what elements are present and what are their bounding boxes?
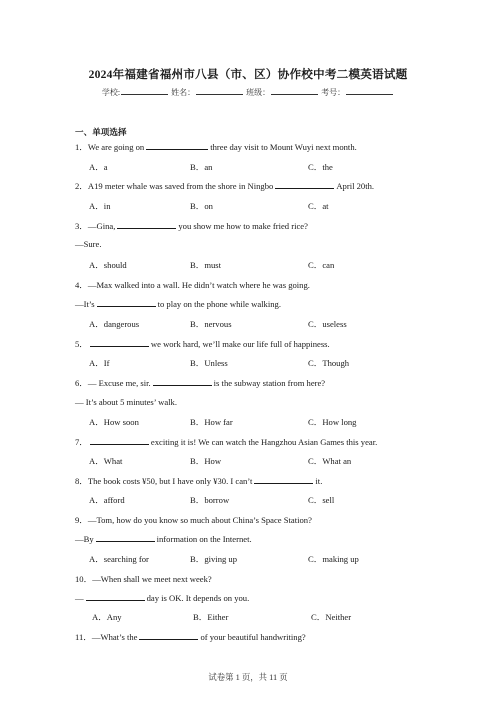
question-2-options — [89, 200, 429, 212]
answer-blank — [254, 475, 313, 484]
option-a: A．If — [89, 358, 110, 368]
option-c: C．making up — [308, 554, 359, 564]
question-text: you show me how to make fried rice? — [178, 221, 308, 231]
question-text: information on the Internet. — [156, 534, 252, 544]
question-text: 2．A19 meter whale was saved from the shore in Ningbo — [75, 181, 274, 191]
question-text: — — [75, 593, 84, 603]
question-8-options — [89, 494, 429, 506]
question-2 — [75, 180, 374, 192]
question-text: 3．—Gina, — [75, 221, 116, 231]
question-4-options — [89, 318, 429, 330]
exam-title: 2024年福建省福州市八县（市、区）协作校中考二模英语试题 — [88, 68, 408, 81]
number-blank — [346, 87, 393, 95]
option-c: C．the — [308, 162, 333, 172]
class-label: 班级： — [246, 88, 271, 97]
answer-blank — [117, 220, 176, 229]
answer-blank — [86, 592, 145, 601]
school-blank — [121, 87, 168, 95]
question-8 — [75, 475, 322, 487]
option-a: A．afford — [89, 495, 125, 505]
question-text: day is OK. It depends on you. — [146, 593, 250, 603]
question-text: 8．The book costs ¥50, but I have only ¥30. I can’t — [75, 476, 253, 486]
question-text: is the subway station from here? — [213, 378, 326, 388]
option-b: B．giving up — [190, 554, 238, 564]
option-c: C．useless — [308, 319, 347, 329]
option-b: B．How — [190, 456, 222, 466]
question-5 — [75, 338, 330, 350]
question-7-options — [89, 455, 429, 467]
question-10-reply — [75, 592, 249, 603]
question-4: 4．—Max walked into a wall. He didn’t watch where he was going. — [75, 280, 310, 290]
question-6-reply: — It’s about 5 minutes’ walk. — [75, 397, 177, 407]
answer-blank — [153, 377, 212, 386]
question-5-options — [89, 357, 429, 369]
option-a: A．searching for — [89, 554, 149, 564]
answer-blank — [146, 141, 208, 150]
option-c: C．How long — [308, 417, 357, 427]
option-b: B．must — [190, 260, 222, 270]
question-text: 11．—What’s the — [75, 632, 138, 642]
name-blank — [196, 87, 243, 95]
question-text: —It’s — [75, 299, 95, 309]
option-a: A．in — [89, 201, 111, 211]
question-text: three day visit to Mount Wuyi next month. — [210, 142, 357, 152]
section-heading: 一、单项选择 — [75, 127, 127, 137]
answer-blank — [275, 180, 334, 189]
question-text: it. — [315, 476, 323, 486]
question-text: —By — [75, 534, 94, 544]
question-6 — [75, 377, 325, 389]
question-1-options — [89, 161, 429, 173]
question-1 — [75, 141, 357, 153]
option-b: B．How far — [190, 417, 233, 427]
option-b: B．borrow — [190, 495, 230, 505]
option-a: A．How soon — [89, 417, 139, 427]
option-c: C．Neither — [311, 612, 352, 622]
option-a: A．a — [89, 162, 108, 172]
question-text: we work hard, we’ll make our life full of happiness. — [150, 339, 330, 349]
option-c: C．at — [308, 201, 329, 211]
question-9: 9．—Tom, how do you know so much about China’s Space Station? — [75, 515, 312, 525]
answer-blank — [90, 338, 149, 347]
page-footer: 试卷第 1 页，共 11 页 — [208, 673, 288, 682]
option-a: A．What — [89, 456, 123, 466]
question-text: exciting it is! We can watch the Hangzhou Asian Games this year. — [150, 437, 378, 447]
option-c: C．What an — [308, 456, 352, 466]
question-text: 1．We are going on — [75, 142, 145, 152]
option-c: C．can — [308, 260, 335, 270]
question-3 — [75, 220, 308, 232]
student-info-line — [0, 87, 496, 98]
class-blank — [271, 87, 318, 95]
option-a: A．Any — [92, 612, 122, 622]
option-b: B．Either — [193, 612, 229, 622]
question-11 — [75, 631, 306, 643]
question-10-options — [92, 611, 432, 623]
question-6-options — [89, 416, 429, 428]
option-c: C．sell — [308, 495, 335, 505]
name-label: 姓名： — [171, 88, 196, 97]
option-b: B．on — [190, 201, 213, 211]
question-9-reply — [75, 533, 252, 544]
answer-blank — [96, 533, 155, 542]
school-label: 学校: — [101, 88, 121, 97]
question-3-options — [89, 259, 429, 271]
question-4-reply — [75, 298, 281, 309]
question-text: 7． — [75, 437, 88, 447]
option-b: B．Unless — [190, 358, 228, 368]
option-b: B．an — [190, 162, 213, 172]
option-b: B．nervous — [190, 319, 232, 329]
question-7 — [75, 436, 377, 448]
option-c: C．Though — [308, 358, 350, 368]
option-a: A．dangerous — [89, 319, 140, 329]
question-text: 5． — [75, 339, 88, 349]
number-label: 考号： — [321, 88, 346, 97]
question-9-options — [89, 553, 429, 565]
answer-blank — [90, 436, 149, 445]
answer-blank — [97, 298, 156, 307]
answer-blank — [139, 631, 198, 640]
question-text: April 20th. — [336, 181, 375, 191]
question-text: to play on the phone while walking. — [157, 299, 281, 309]
question-text: of your beautiful handwriting? — [200, 632, 306, 642]
option-a: A．should — [89, 260, 127, 270]
question-text: 6．— Excuse me, sir. — [75, 378, 151, 388]
question-3-reply: —Sure. — [75, 239, 102, 249]
question-10: 10．—When shall we meet next week? — [75, 574, 212, 584]
